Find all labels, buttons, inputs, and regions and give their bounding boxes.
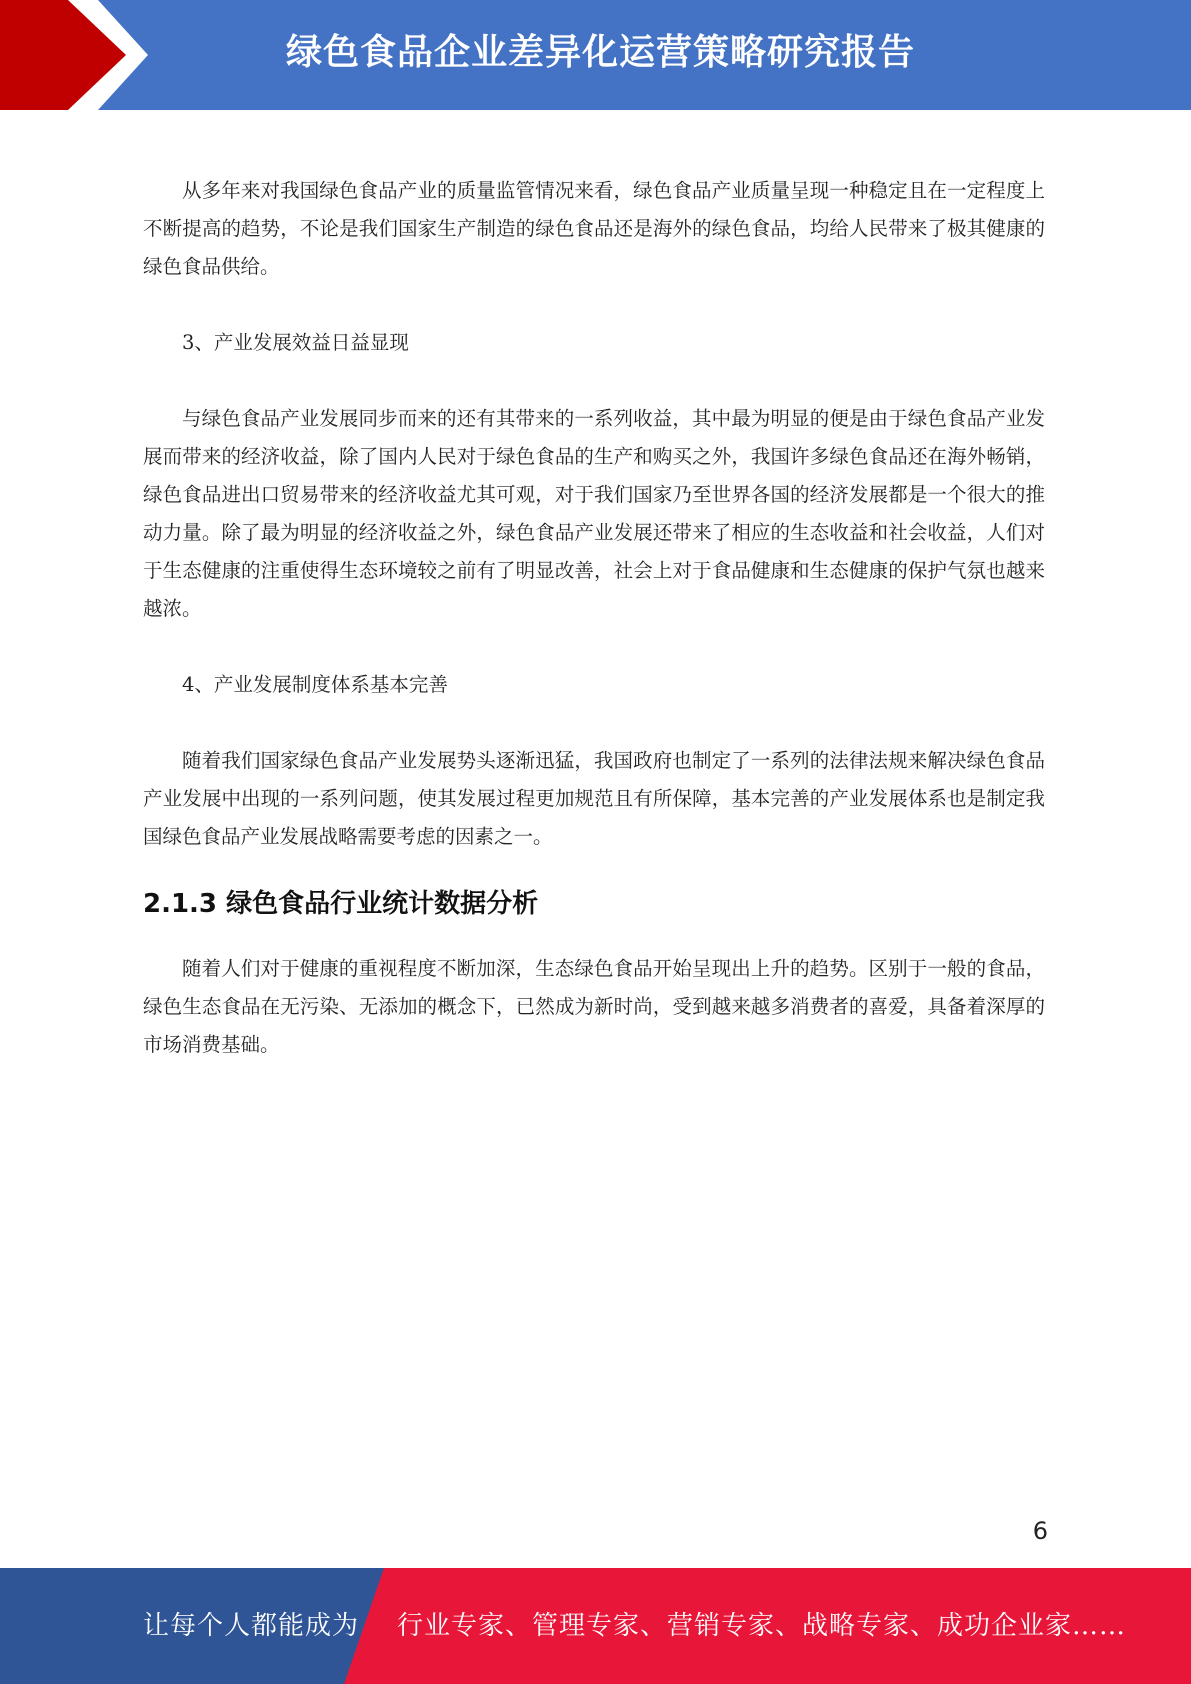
body-paragraph: 与绿色食品产业发展同步而来的还有其带来的一系列收益，其中最为明显的便是由于绿色食品产业发展而带来的经济收益，除了国内人民对于绿色食品的生产和购买之外，我国许多绿色食品还在海外畅销，绿色食品进出口贸易带来的经济收益尤其可观，对于我们国家乃至世界各国的经济发展都是一个很大的推动力量。除了最为明显的经济收益之外，绿色食品产业发展还带来了相应的生态收益和社会收益，人们对于生态健康的注重使得生态环境较之前有了明显改善，社会上对于食品健康和生态健康的保护气氛也越来越浓。 <box>143 407 1045 620</box>
spacer <box>143 628 1045 666</box>
spacer <box>143 286 1045 324</box>
page-footer <box>0 1568 1191 1684</box>
footer-slogan-right: 行业专家、管理专家、营销专家、战略专家、成功企业家…… <box>397 1611 1127 1641</box>
spacer <box>143 924 1045 950</box>
subheading-benefits: 3、产业发展效益日益显现 <box>182 331 409 354</box>
body-paragraph: 随着人们对于健康的重视程度不断加深，生态绿色食品开始呈现出上升的趋势。区别于一般的食品，绿色生态食品在无污染、无添加的概念下，已然成为新时尚，受到越来越多消费者的喜爱，具备着深厚的市场消费基础。 <box>143 957 1045 1056</box>
page-header <box>0 0 1191 110</box>
body-paragraph: 从多年来对我国绿色食品产业的质量监管情况来看，绿色食品产业质量呈现一种稳定且在一定程度上不断提高的趋势，不论是我们国家生产制造的绿色食品还是海外的绿色食品，均给人民带来了极其健康的绿色食品供给。 <box>143 179 1045 278</box>
page-number: 6 <box>1032 1517 1048 1545</box>
report-title: 绿色食品企业差异化运营策略研究报告 <box>285 32 915 73</box>
spacer <box>143 704 1045 742</box>
subheading-system: 4、产业发展制度体系基本完善 <box>182 673 448 696</box>
section-heading: 2.1.3 绿色食品行业统计数据分析 <box>143 889 539 919</box>
spacer <box>143 362 1045 400</box>
page-content <box>143 172 1045 1064</box>
body-paragraph: 随着我们国家绿色食品产业发展势头逐渐迅猛，我国政府也制定了一系列的法律法规来解决绿色食品产业发展中出现的一系列问题，使其发展过程更加规范且有所保障，基本完善的产业发展体系也是制定我国绿色食品产业发展战略需要考虑的因素之一。 <box>143 749 1045 848</box>
spacer <box>143 856 1045 884</box>
footer-slogan-left: 让每个人都能成为 <box>143 1611 360 1641</box>
